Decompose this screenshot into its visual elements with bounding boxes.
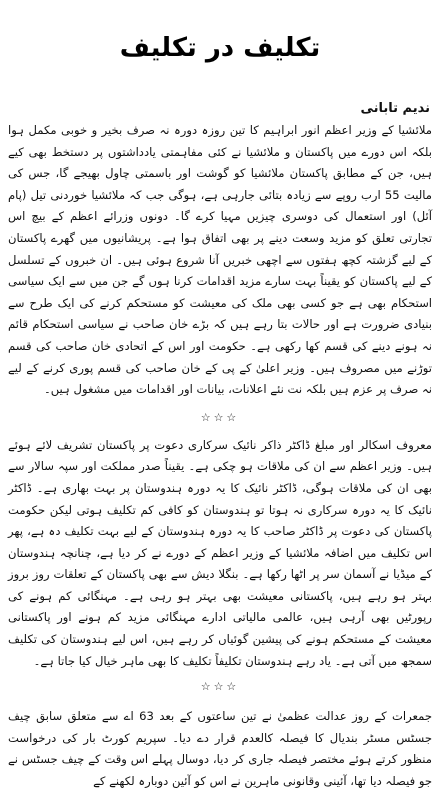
article-paragraph-1: ملائشیا کے وزیر اعظم انور ابراہیم کا تین روزہ دورہ نہ صرف بخیر و خوبی مکمل ہوا بلکہ اس دورے میں پاکستان و ملائشیا نے کئی مفاہمتی یادداشتوں پر دستخط بھی کیے ہیں، جن کے مطابق پاکستان ملائشیا کو گوشت اور باسمتی چاول بھیجے گا، جس کی مالیت 55 ارب روپے سے زیادہ بتائی جارہی ہے، ہوگی جب کہ ملائشیا خوردنی تیل (پام آئل) اور استعمال کی دوسری چیزیں مہیا کرے گا۔ دونوں وزرائے اعظم کے بیچ اس تجارتی تعلق کو مزید وسعت دینے پر بھی اتفاق ہوا ہے۔ پریشانیوں میں گھرے پاکستان کے لیے گزشتہ کچھ ہفتوں سے اچھی خبریں آنا شروع ہوئی ہیں۔ ان خبروں کے تسلسل کے لیے پاکستان کو یقیناً بہت سارے مزید اقدامات کرنا ہوں گے جن میں سے ایک سیاسی استحکام بھی ہے جو کسی بھی ملک کی معیشت کو مستحکم کرنے کی ایک طرح سے بنیادی ضرورت ہے اور حالات بتا رہے ہیں کہ بڑے خان صاحب نے سیاسی استحکام قائم نہ ہونے دینے کی قسم کھا رکھی ہے۔ حکومت اور اس کے اتحادی خان صاحب کی قسم توڑنے میں مصروف ہیں۔ وزیر اعلیٰ کے پی کے خان صاحب کی قسم پوری کرنے کے لیے نہ صرف پر عزم ہیں بلکہ نت نئے اعلانات، بیانات اور اقدامات میں مشغول ہیں۔ xyxy=(8,123,432,397)
article-title: تکلیف در تکلیف xyxy=(119,33,321,63)
article-paragraph-3: جمعرات کے روز عدالت عظمیٰ نے تین ساعتوں کے بعد 63 اے سے متعلق سابق چیف جسٹس مسٹر بندیال کا فیصلہ کالعدم قرار دے دیا۔ سپریم کورٹ بار کی درخواست منظور کرتے ہوئے مختصر فیصلہ جاری کر دیا، دوسال پہلے اس وقت کے چیف جسٹس نے جو فیصلہ دیا تھا، آئینی وقانونی ماہرین نے اس کو آئین دوبارہ لکھنے کے xyxy=(8,709,432,789)
article-paragraph-2: معروف اسکالر اور مبلغ ڈاکٹر ذاکر نائیک سرکاری دعوت پر پاکستان تشریف لائے ہوئے ہیں۔ وزیر اعظم سے ان کی ملاقات ہو چکی ہے۔ یقیناً صدر مملکت اور سپہ سالار سے بھی ان کی ملاقات ہوگی، ڈاکٹر نائیک کا یہ دورہ ہندوستان پر بہت بھاری ہے۔ ڈاکٹر نائیک کا یہ دورہ سرکاری نہ ہوتا تو ہندوستان کو کافی کم تکلیف ہوتی لیکن حکومت پاکستان کی دعوت پر ڈاکٹر صاحب کا یہ دورہ ہندوستان کے لیے بہت تکلیف دہ ہے، پھر اس تکلیف میں اضافہ ملائشیا کے وزیر اعظم کے دورے نے کر دیا ہے، چنانچہ ہندوستان کے میڈیا نے آسمان سر پر اٹھا رکھا ہے۔ بنگلا دیش سے بھی پاکستان کے تعلقات روز بروز بہتر ہو رہے ہیں، پاکستانی معیشت بھی بہتر ہو رہی ہے۔ مہنگائی کم ہونے کی رپورٹیں بھی آرہی ہیں، عالمی مالیاتی ادارے مہنگائی مزید کم ہونے اور پاکستانی معیشت کے مستحکم ہونے کی پیشین گوئیاں کر رہے ہیں، اس لیے ہندوستان کی تکلیف سمجھ میں آتی ہے۔ یاد رہے ہندوستان تکلیفاً تکلیف کا بھی ماہر خیال کیا جاتا ہے۔ xyxy=(8,437,432,668)
section-separator: ☆☆☆ xyxy=(200,410,240,424)
author-name: ندیم تابانی xyxy=(360,101,430,116)
section-separator: ☆☆☆ xyxy=(200,680,240,694)
